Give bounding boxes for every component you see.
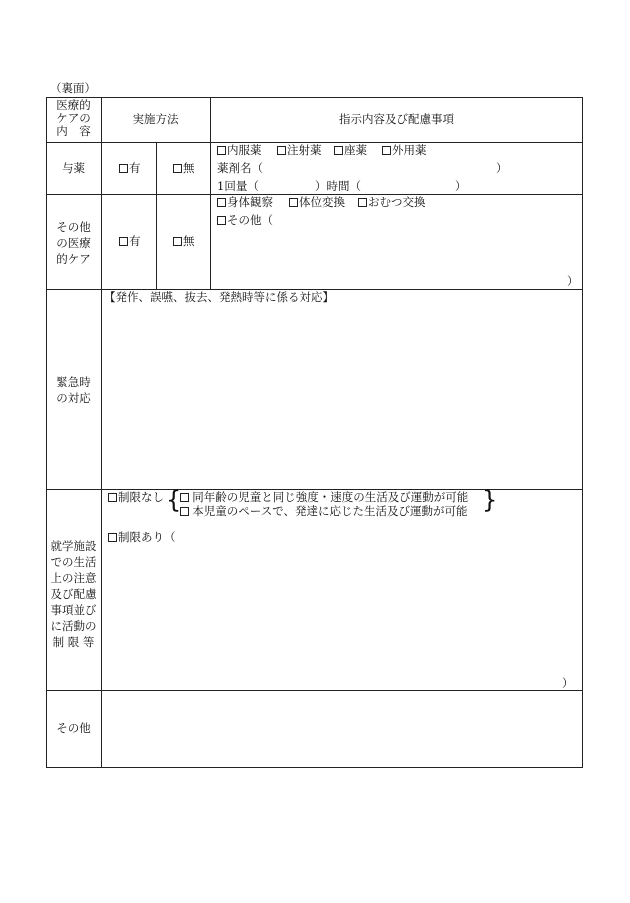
school-label: 就学施設 での生活 上の注意 及び配慮 事項並び に活動の 制 限 等 (50, 539, 97, 649)
checkbox-icon (180, 493, 189, 502)
row-divider (46, 690, 583, 691)
page-label: （裏面） (50, 81, 96, 95)
time-label: ）時間（ (315, 179, 361, 193)
checkbox-icon (173, 164, 182, 173)
yoyaku-option-suppository[interactable]: 座薬 (334, 144, 367, 158)
checkbox-icon (119, 164, 128, 173)
checkbox-icon (277, 146, 286, 155)
yoyaku-label: 与薬 (62, 161, 85, 175)
yoyaku-option-injection[interactable]: 注射薬 (277, 144, 322, 158)
other-care-label: その他 の医療 的ケア (56, 220, 91, 266)
checkbox-icon (173, 237, 182, 246)
checkbox-icon (289, 198, 298, 207)
care-option-diaper[interactable]: おむつ交換 (358, 196, 426, 210)
right-brace-icon: } (482, 486, 498, 514)
no-limit-sub-own-pace[interactable]: 本児童のペースで、発達に応じた生活及び運動が可能 (180, 505, 468, 519)
time-close: ） (455, 179, 467, 193)
care-option-observation[interactable]: 身体観察 (217, 196, 273, 210)
header-instructions: 指示内容及び配慮事項 (339, 112, 454, 126)
checkbox-icon (119, 237, 128, 246)
checkbox-icon (217, 146, 226, 155)
header-method: 実施方法 (132, 112, 179, 126)
yoyaku-no-option[interactable]: 無 (173, 162, 195, 176)
checkbox-icon (217, 216, 226, 225)
header-care-content: 医療的 ケアの 内 容 (56, 98, 91, 138)
other-care-no-option[interactable]: 無 (173, 235, 195, 249)
checkbox-icon (358, 198, 367, 207)
emergency-label: 緊急時 の対応 (56, 375, 91, 405)
checkbox-icon (217, 198, 226, 207)
care-other-close: ） (567, 274, 579, 288)
checkbox-icon (180, 507, 189, 516)
care-option-position[interactable]: 体位変換 (289, 196, 345, 210)
care-option-other[interactable]: その他（ (217, 214, 273, 228)
yoyaku-option-oral[interactable]: 内服薬 (217, 144, 262, 158)
checkbox-icon (334, 146, 343, 155)
dose-label: 1回量（ (217, 179, 259, 193)
col-divider (156, 142, 157, 289)
drug-name-label: 薬剤名（ (217, 161, 263, 175)
yoyaku-option-external[interactable]: 外用薬 (382, 144, 427, 158)
checkbox-icon (382, 146, 391, 155)
others-label: その他 (56, 721, 91, 735)
left-brace-icon: { (166, 486, 182, 514)
no-limit-sub-same-age[interactable]: 同年齢の児童と同じ強度・速度の生活及び運動が可能 (180, 491, 468, 505)
yoyaku-yes-option[interactable]: 有 (119, 162, 141, 176)
with-limit-close: ） (562, 676, 574, 690)
col-divider (101, 97, 102, 768)
with-limit-option[interactable]: 制限あり（ (108, 531, 176, 545)
emergency-heading: 【発作、誤嚥、抜去、発熱時等に係る対応】 (104, 290, 334, 304)
no-limit-option[interactable]: 制限なし (108, 491, 164, 505)
checkbox-icon (108, 533, 117, 542)
checkbox-icon (108, 493, 117, 502)
drug-name-close: ） (496, 161, 508, 175)
other-care-yes-option[interactable]: 有 (119, 235, 141, 249)
